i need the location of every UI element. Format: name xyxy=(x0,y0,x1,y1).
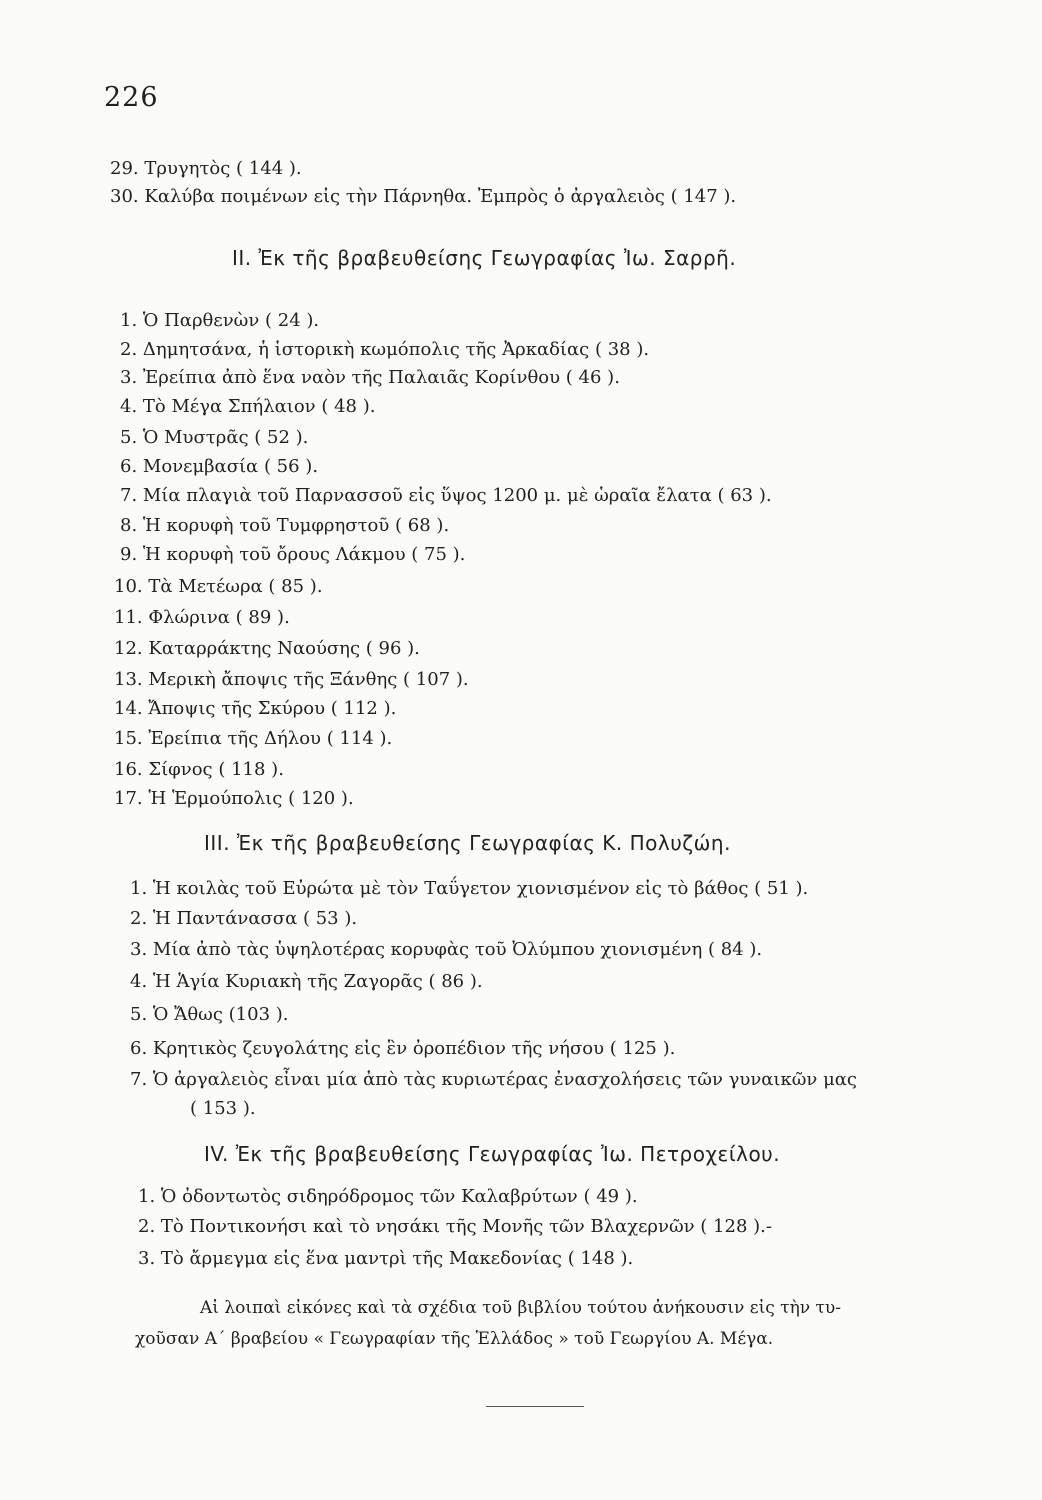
item-number: 30. xyxy=(110,186,139,207)
list-item xyxy=(114,578,323,596)
item-number: 29. xyxy=(110,158,139,179)
item-number: 11. xyxy=(114,607,143,628)
item-number: 4. xyxy=(130,971,148,992)
section-heading: II. Ἐκ τῆς βραβευθείσης Γεωγραφίας Ἰω. Σαρρῆ. xyxy=(232,246,737,270)
item-number: 12. xyxy=(114,638,143,659)
item-number: 3. xyxy=(120,367,138,388)
item-text: Ἡ Παντάνασσα ( 53 ). xyxy=(152,908,358,929)
item-number: 3. xyxy=(138,1248,156,1269)
item-number: 3. xyxy=(130,939,148,960)
item-number: 6. xyxy=(130,1038,148,1059)
item-number: 1. xyxy=(138,1186,156,1207)
section-heading: IV. Ἐκ τῆς βραβευθείσης Γεωγραφίας Ἰω. Πετροχείλου. xyxy=(204,1142,781,1166)
list-item xyxy=(130,1040,675,1058)
list-item xyxy=(114,761,284,779)
page-number: 226 xyxy=(104,82,159,113)
item-text: Τὰ Μετέωρα ( 85 ). xyxy=(148,576,323,597)
item-text: Μία πλαγιὰ τοῦ Παρνασσοῦ εἰς ὕψος 1200 μ. μὲ ὡραῖα ἔλατα ( 63 ). xyxy=(142,485,772,506)
list-item xyxy=(114,640,420,658)
item-text: Ἡ κοιλὰς τοῦ Εὐρώτα μὲ τὸν Ταΰγετον χιονισμένον εἰς τὸ βάθος ( 51 ). xyxy=(152,878,809,899)
closing-paragraph-line: Αἱ λοιπαὶ εἰκόνες καὶ τὰ σχέδια τοῦ βιβλίου τούτου ἀνήκουσιν εἰς τὴν τυ- xyxy=(200,1298,841,1318)
list-item xyxy=(138,1188,638,1206)
list-item xyxy=(130,880,808,898)
item-text: Ὁ Μυστρᾶς ( 52 ). xyxy=(142,427,309,448)
list-item xyxy=(130,910,357,928)
item-text: Καλύβα ποιμένων εἰς τὴν Πάρνηθα. Ἐμπρὸς ὁ ἀργαλειὸς ( 147 ). xyxy=(144,186,737,207)
list-item xyxy=(110,160,302,178)
list-item xyxy=(120,341,649,359)
item-text: Σίφνος ( 118 ). xyxy=(148,759,284,780)
item-number: 1. xyxy=(130,878,148,899)
item-number: 2. xyxy=(130,908,148,929)
list-item xyxy=(114,671,469,689)
item-text: Μερικὴ ἄποψις τῆς Ξάνθης ( 107 ). xyxy=(148,669,469,690)
item-text: Τὸ Μέγα Σπήλαιον ( 48 ). xyxy=(142,396,376,417)
list-item xyxy=(120,487,772,505)
item-text: Ἡ κορυφὴ τοῦ ὄρους Λάκμου ( 75 ). xyxy=(142,544,466,565)
item-number: 10. xyxy=(114,576,143,597)
list-item xyxy=(130,1071,857,1089)
item-text: Τὸ Ποντικονήσι καὶ τὸ νησάκι τῆς Μονῆς τῶν Βλαχερνῶν ( 128 ).- xyxy=(160,1216,772,1237)
item-text: Ὁ ὀδοντωτὸς σιδηρόδρομος τῶν Καλαβρύτων ( 49 ). xyxy=(160,1186,638,1207)
list-item xyxy=(120,369,620,387)
item-number: 9. xyxy=(120,544,138,565)
item-number: 1. xyxy=(120,310,138,331)
list-item xyxy=(138,1218,772,1236)
item-number: 7. xyxy=(130,1069,148,1090)
list-item xyxy=(114,790,354,808)
item-text: Φλώρινα ( 89 ). xyxy=(148,607,290,628)
item-text: Ἐρείπια τῆς Δήλου ( 114 ). xyxy=(148,728,393,749)
item-number: 5. xyxy=(120,427,138,448)
list-item xyxy=(120,458,318,476)
item-number: 7. xyxy=(120,485,138,506)
list-item xyxy=(130,941,762,959)
item-text: Κρητικὸς ζευγολάτης εἰς ἓν ὀροπέδιον τῆς νήσου ( 125 ). xyxy=(152,1038,676,1059)
item-number: 8. xyxy=(120,515,138,536)
list-item xyxy=(130,1006,288,1024)
list-item xyxy=(114,609,290,627)
item-text: Καταρράκτης Ναούσης ( 96 ). xyxy=(148,638,420,659)
item-text: Ἐρείπια ἀπὸ ἕνα ναὸν τῆς Παλαιᾶς Κορίνθου ( 46 ). xyxy=(142,367,620,388)
item-text: Ὁ ἀργαλειὸς εἶναι μία ἀπὸ τὰς κυριωτέρας ἐνασχολήσεις τῶν γυναικῶν μας xyxy=(152,1069,858,1090)
list-item xyxy=(120,517,449,535)
closing-paragraph-line: χοῦσαν Α΄ βραβείου « Γεωγραφίαν τῆς Ἑλλάδος » τοῦ Γεωργίου Α. Μέγα. xyxy=(135,1329,774,1349)
item-number: 4. xyxy=(120,396,138,417)
item-number: 5. xyxy=(130,1004,148,1025)
list-item xyxy=(120,398,375,416)
item-number: 2. xyxy=(138,1216,156,1237)
item-text: Ἡ Ἁγία Κυριακὴ τῆς Ζαγορᾶς ( 86 ). xyxy=(152,971,483,992)
end-rule xyxy=(486,1406,584,1407)
list-item xyxy=(120,546,465,564)
section-heading: III. Ἐκ τῆς βραβευθείσης Γεωγραφίας Κ. Πολυζώη. xyxy=(204,831,731,855)
item-text: Ὁ Ἄθως (103 ). xyxy=(152,1004,289,1025)
item-number: 13. xyxy=(114,669,143,690)
item-number: 6. xyxy=(120,456,138,477)
item-text: Τρυγητὸς ( 144 ). xyxy=(144,158,302,179)
item-text: Μονεμβασία ( 56 ). xyxy=(142,456,319,477)
list-item xyxy=(114,700,396,718)
item-text: Ἡ Ἑρμούπολις ( 120 ). xyxy=(148,788,354,809)
item-text: Τὸ ἄρμεγμα εἰς ἕνα μαντρὶ τῆς Μακεδονίας ( 148 ). xyxy=(160,1248,634,1269)
item-text: Ἡ κορυφὴ τοῦ Τυμφρηστοῦ ( 68 ). xyxy=(142,515,450,536)
item-number: 16. xyxy=(114,759,143,780)
item-text: ( 153 ). xyxy=(190,1098,256,1119)
item-number: 17. xyxy=(114,788,143,809)
list-item xyxy=(120,312,319,330)
list-item xyxy=(114,730,392,748)
list-item-continuation xyxy=(190,1100,256,1118)
item-text: Ὁ Παρθενὼν ( 24 ). xyxy=(142,310,320,331)
list-item xyxy=(120,429,308,447)
item-text: Μία ἀπὸ τὰς ὑψηλοτέρας κορυφὰς τοῦ Ὀλύμπου χιονισμένη ( 84 ). xyxy=(152,939,763,960)
item-number: 14. xyxy=(114,698,143,719)
list-item xyxy=(138,1250,633,1268)
list-item xyxy=(110,188,736,206)
list-item xyxy=(130,973,483,991)
item-number: 15. xyxy=(114,728,143,749)
item-text: Δημητσάνα, ἡ ἱστορικὴ κωμόπολις τῆς Ἀρκαδίας ( 38 ). xyxy=(142,339,650,360)
item-text: Ἄποψις τῆς Σκύρου ( 112 ). xyxy=(148,698,397,719)
item-number: 2. xyxy=(120,339,138,360)
